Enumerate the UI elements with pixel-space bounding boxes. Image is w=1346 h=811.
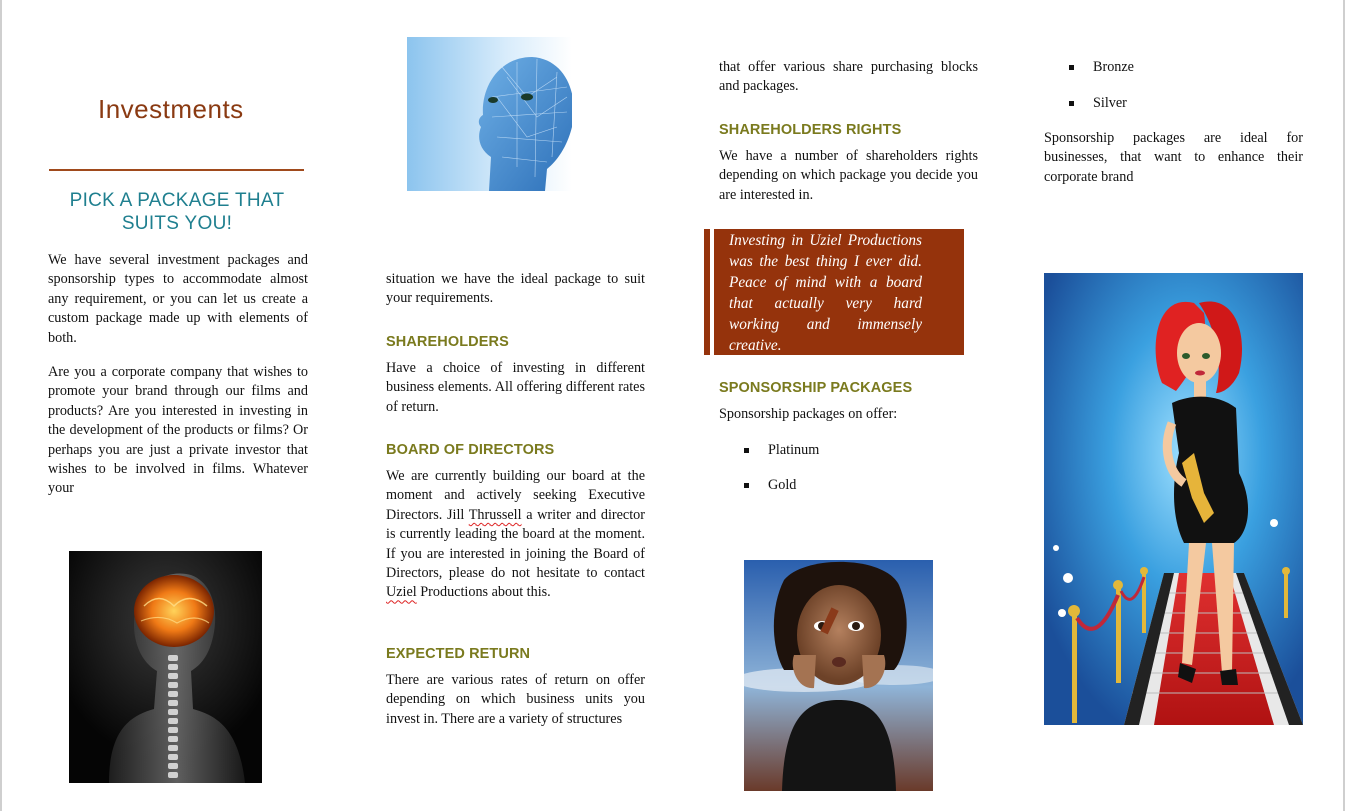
expected-return-text: There are various rates of return on offer depending on which business units you invest in. There are a variety of structures	[386, 672, 645, 727]
bullet-icon	[744, 483, 749, 488]
sponsorship-list-2	[1069, 58, 1134, 113]
brain-spine-image	[69, 551, 262, 783]
child-portrait-image	[744, 560, 933, 791]
list-item: Gold	[744, 476, 819, 495]
shareholders-rights-text: We have a number of shareholders rights depending on which package you decide you are interested in.	[719, 148, 978, 203]
quote-accent-bar	[710, 229, 714, 355]
sponsorship-list-1	[744, 441, 819, 495]
page-edge-right	[1343, 0, 1345, 811]
testimonial-quote	[704, 229, 964, 355]
board-heading: BOARD OF DIRECTORS	[386, 442, 555, 458]
audience-paragraph: Are you a corporate company that wishes to promote your brand through our films and products? Are you interested in investing in the development of the products or films? Or perhaps you are just a private investor that wishes to be involved in films. Whatever your	[48, 364, 308, 497]
board-text: We are currently building our board at the moment and actively seeking Executive Directors. Jill Thrussell a writer and director is currently leading the board at the moment. If you are interested in joining the Board of Directors, please do not hesitate to contact Uziel Productions about this.	[386, 468, 645, 601]
page-title: Investments	[98, 94, 244, 124]
bullet-icon	[1069, 101, 1074, 106]
intro-paragraph: We have several investment packages and sponsorship types to accommodate almost any requirement, or you can let us create a custom package made up with elements of both.	[48, 252, 308, 346]
bullet-icon	[744, 448, 749, 453]
wireframe-head-image	[407, 37, 572, 191]
testimonial-quote-text: Investing in Uziel Productions was the best thing I ever did. Peace of mind with a board that actually very hard working and immensely creative.	[729, 232, 922, 354]
share-blocks-text: that offer various share purchasing blocks and packages.	[719, 59, 978, 95]
spelling-flag-uziel[interactable]: Uziel	[386, 584, 417, 601]
list-item: Platinum	[744, 441, 819, 460]
page-subtitle: PICK A PACKAGE THAT SUITS YOU!	[69, 190, 285, 234]
sponsorship-heading: SPONSORSHIP PACKAGES	[719, 380, 913, 396]
shareholders-rights-heading: SHAREHOLDERS RIGHTS	[719, 122, 902, 138]
sponsorship-intro: Sponsorship packages on offer:	[719, 406, 898, 422]
closing-paragraph: Sponsorship packages are ideal for businesses, that want to enhance their corporate brand	[1044, 130, 1303, 185]
title-divider	[49, 169, 304, 171]
spelling-flag-thrussell[interactable]: Thrussell	[468, 506, 522, 523]
shareholders-text: Have a choice of investing in different business elements. All offering different rates of return.	[386, 360, 645, 415]
list-item: Bronze	[1069, 58, 1134, 77]
red-carpet-illustration	[1044, 273, 1303, 725]
page-edge-left	[0, 0, 2, 811]
shareholders-heading: SHAREHOLDERS	[386, 334, 509, 350]
bullet-icon	[1069, 65, 1074, 70]
list-item: Silver	[1069, 94, 1134, 113]
continued-paragraph: situation we have the ideal package to suit your requirements.	[386, 271, 645, 307]
expected-return-heading: EXPECTED RETURN	[386, 646, 531, 662]
